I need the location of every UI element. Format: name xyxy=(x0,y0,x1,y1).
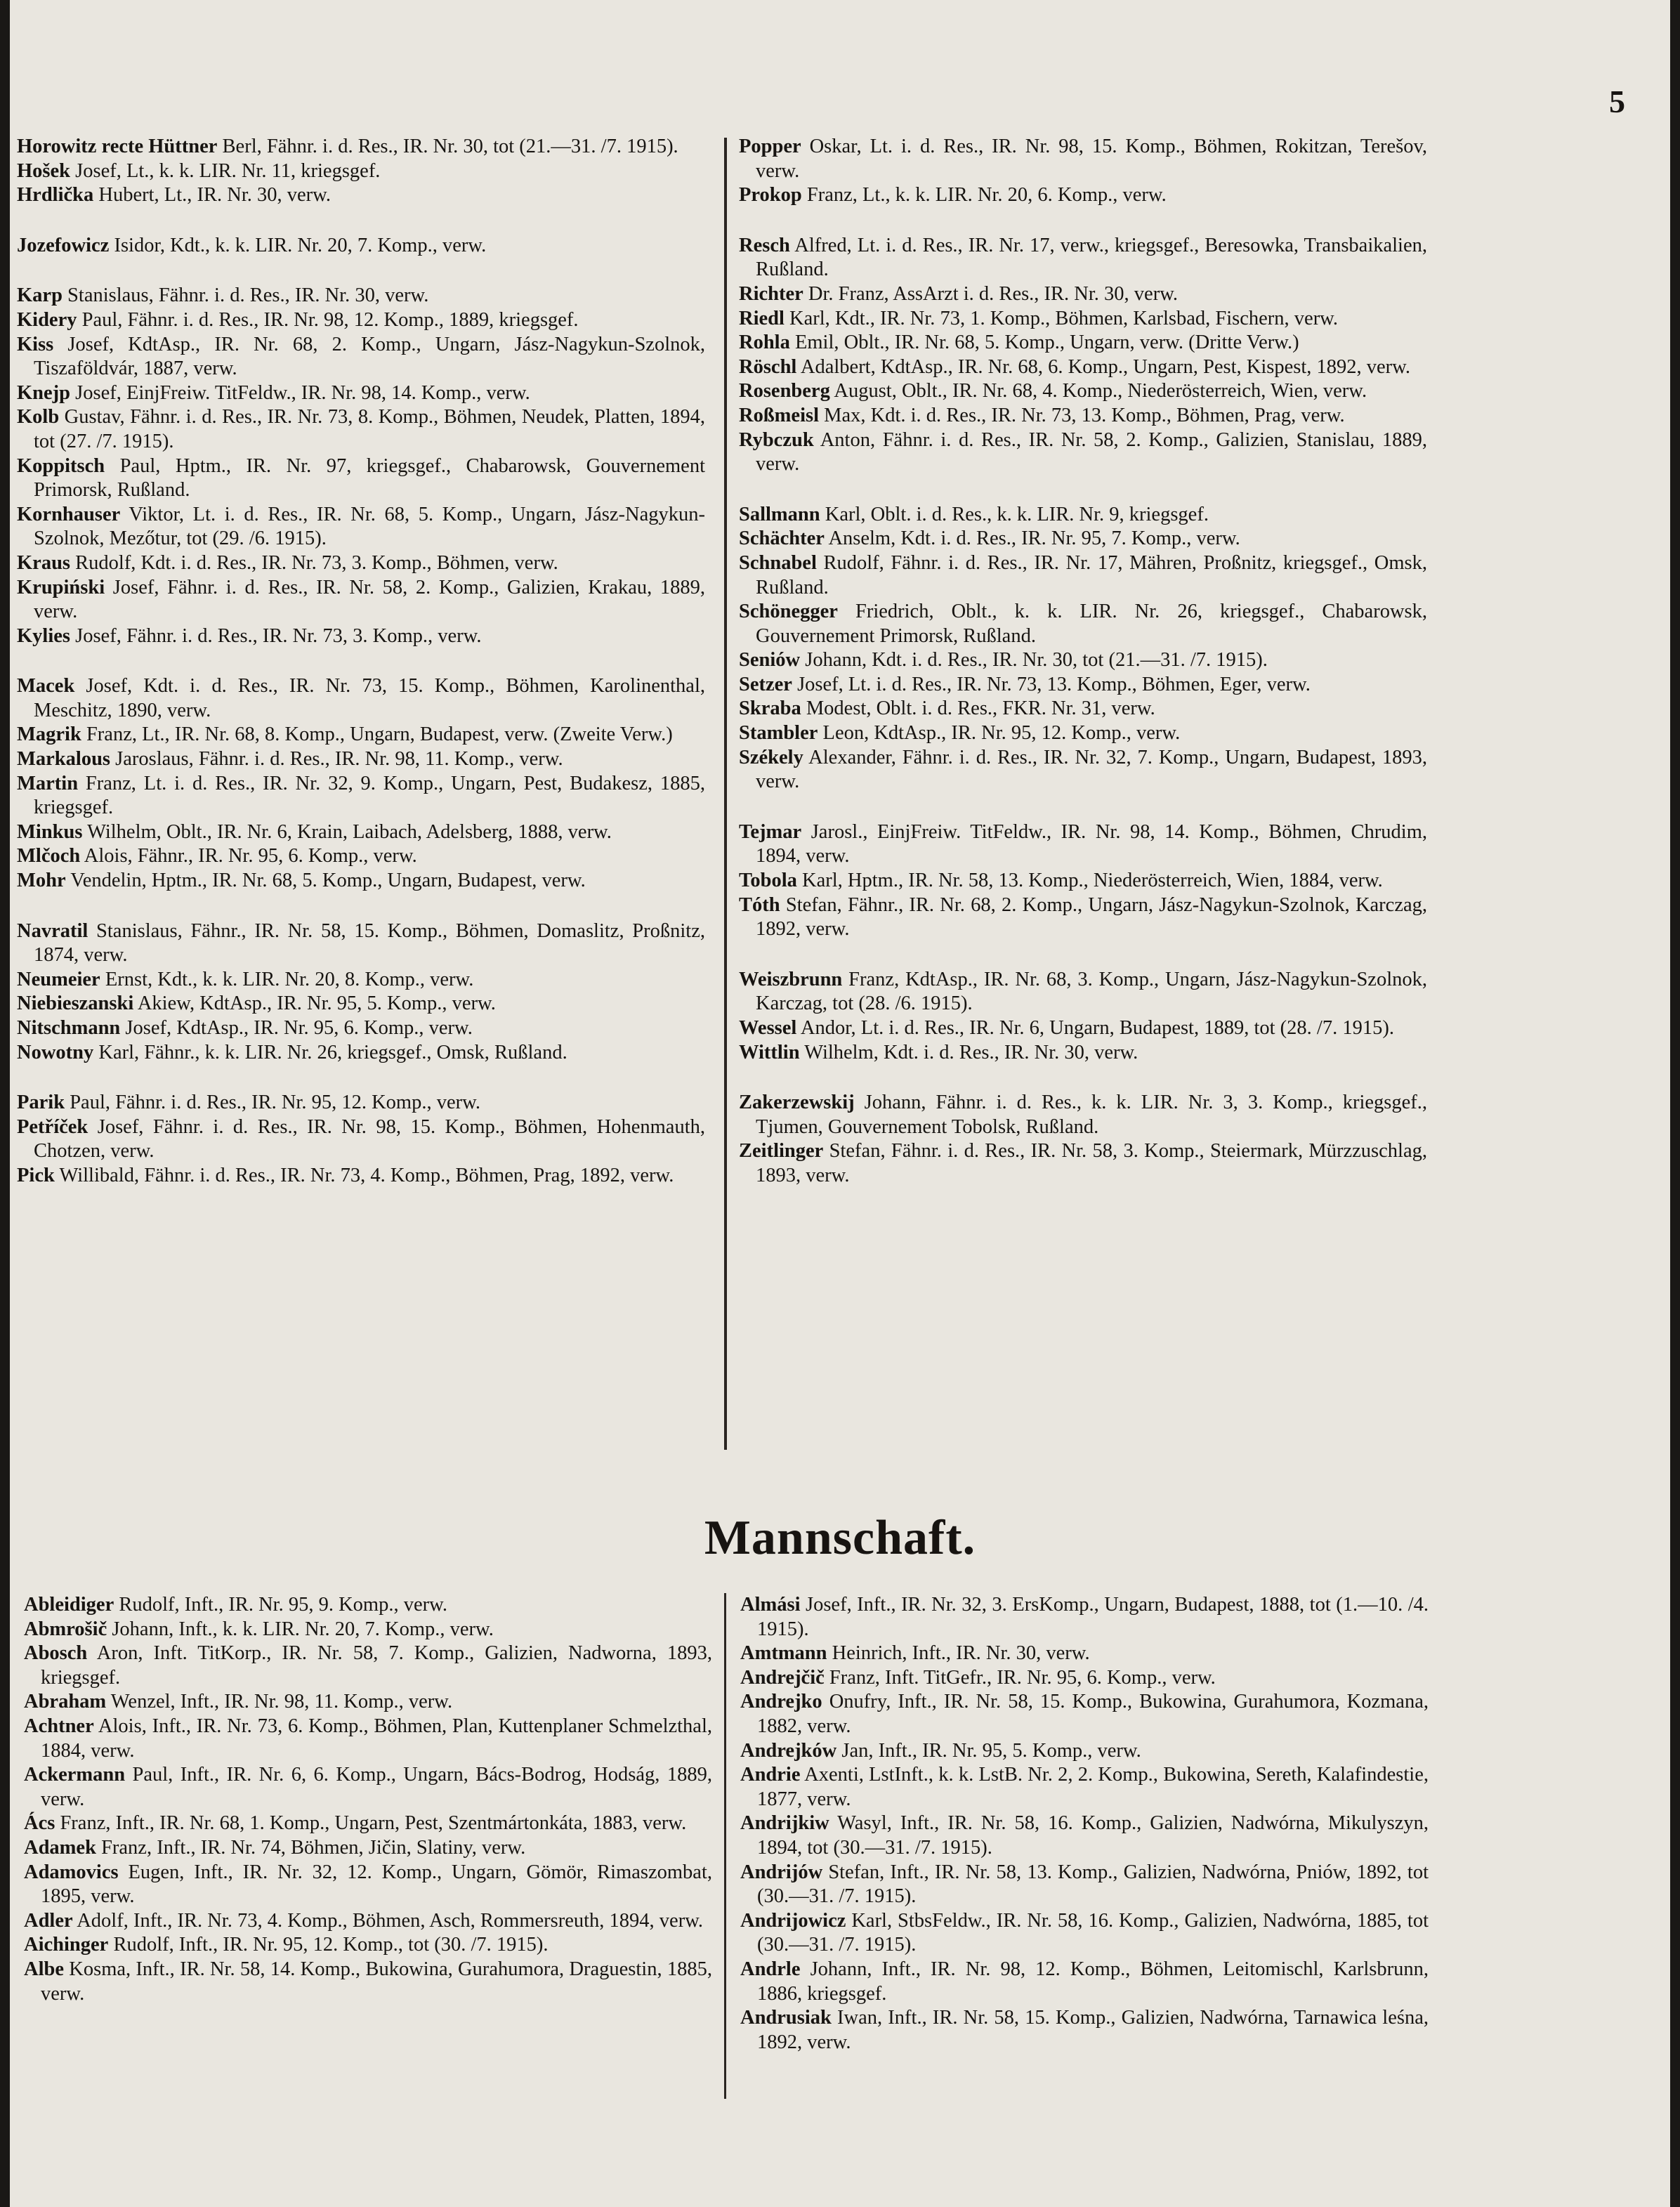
entry-details: Stefan, Inft., IR. Nr. 58, 13. Komp., Galizien, Nadwórna, Pniów, 1892, tot (30.—31. /7. 1915). xyxy=(757,1861,1429,1908)
list-entry xyxy=(739,746,1427,794)
list-entry xyxy=(740,1958,1429,2006)
entry-details: Josef, KdtAsp., IR. Nr. 95, 6. Komp., verw. xyxy=(120,1017,473,1039)
entry-details: Karl, Hptm., IR. Nr. 58, 13. Komp., Niederösterreich, Wien, 1884, verw. xyxy=(796,870,1383,892)
entry-surname: Roßmeisl xyxy=(739,404,819,426)
column-divider-top xyxy=(724,138,727,1450)
entry-details: Willibald, Fähnr. i. d. Res., IR. Nr. 73, 4. Komp., Böhmen, Prag, 1892, verw. xyxy=(54,1164,674,1186)
list-entry xyxy=(24,1690,712,1715)
entry-surname: Almási xyxy=(740,1594,801,1616)
list-entry xyxy=(739,183,1427,208)
list-entry xyxy=(24,1715,712,1763)
entry-details: Alexander, Fähnr. i. d. Res., IR. Nr. 32, 7. Komp., Ungarn, Budapest, 1893, verw. xyxy=(756,746,1427,793)
list-entry xyxy=(17,968,705,993)
entry-details: Oskar, Lt. i. d. Res., IR. Nr. 98, 15. Komp., Böhmen, Rokitzan, Terešov, verw. xyxy=(756,136,1427,182)
entry-surname: Andrejków xyxy=(740,1739,837,1762)
entry-details: Wilhelm, Kdt. i. d. Res., IR. Nr. 30, verw. xyxy=(799,1041,1138,1063)
entry-surname: Andrejčič xyxy=(740,1666,825,1689)
entry-details: Franz, Inft. TitGefr., IR. Nr. 95, 6. Komp., verw. xyxy=(824,1666,1216,1689)
entry-details: August, Oblt., IR. Nr. 68, 4. Komp., Niederösterreich, Wien, verw. xyxy=(829,380,1367,402)
entry-surname: Andrijkiw xyxy=(740,1812,829,1835)
entry-details: Dr. Franz, AssArzt i. d. Res., IR. Nr. 30, verw. xyxy=(803,282,1179,305)
list-entry xyxy=(17,772,705,820)
list-entry xyxy=(17,551,705,576)
entry-details: Anton, Fähnr. i. d. Res., IR. Nr. 58, 2. Komp., Galizien, Stanislau, 1889, verw. xyxy=(756,428,1427,476)
entry-details: Karl, Fähnr., k. k. LIR. Nr. 26, kriegsgef., Omsk, Rußland. xyxy=(93,1041,567,1063)
list-entry xyxy=(17,308,705,333)
list-entry xyxy=(739,820,1427,869)
entry-details: Aron, Inft. TitKorp., IR. Nr. 58, 7. Komp., Galizien, Nadworna, 1893, kriegsgef. xyxy=(41,1642,712,1689)
entry-surname: Neumeier xyxy=(17,968,100,990)
list-entry xyxy=(740,1861,1429,1909)
entry-surname: Petříček xyxy=(17,1115,88,1138)
list-entry xyxy=(17,284,705,308)
list-entry xyxy=(17,869,705,893)
entry-surname: Niebieszanski xyxy=(17,993,134,1015)
list-entry xyxy=(17,1041,705,1066)
entry-surname: Markalous xyxy=(17,748,111,771)
entry-details: Modest, Oblt. i. d. Res., FKR. Nr. 31, verw. xyxy=(801,698,1155,720)
entry-surname: Mohr xyxy=(17,870,66,892)
entry-surname: Abosch xyxy=(24,1642,88,1665)
entry-surname: Koppitsch xyxy=(17,454,105,477)
entry-details: Leon, KdtAsp., IR. Nr. 95, 12. Komp., verw. xyxy=(818,722,1181,745)
list-entry xyxy=(739,404,1427,428)
entry-details: Ernst, Kdt., k. k. LIR. Nr. 20, 8. Komp., verw. xyxy=(100,968,474,990)
list-entry xyxy=(739,869,1427,893)
list-entry xyxy=(739,1041,1427,1066)
list-entry xyxy=(17,576,705,624)
entry-details: Axenti, LstInft., k. k. LstB. Nr. 2, 2. Komp., Bukowina, Sereth, Kalafindestie, 1877, verw. xyxy=(757,1764,1429,1810)
entry-surname: Krupiński xyxy=(17,576,105,598)
entry-details: Paul, Inft., IR. Nr. 6, 6. Komp., Ungarn, Bács-Bodrog, Hodság, 1889, verw. xyxy=(41,1764,712,1810)
page-number: 5 xyxy=(1609,84,1625,119)
entry-surname: Kidery xyxy=(17,308,77,331)
list-entry xyxy=(740,1909,1429,1958)
list-entry xyxy=(17,1115,705,1164)
list-entry xyxy=(739,697,1427,721)
entry-details: Andor, Lt. i. d. Res., IR. Nr. 6, Ungarn, Budapest, 1889, tot (28. /7. 1915). xyxy=(796,1017,1394,1039)
list-entry xyxy=(17,135,705,159)
entry-surname: Röschl xyxy=(739,355,797,378)
list-entry xyxy=(739,379,1427,404)
list-entry xyxy=(17,234,705,258)
entry-surname: Székely xyxy=(739,746,803,768)
entry-gap xyxy=(17,208,705,234)
list-entry xyxy=(17,159,705,184)
entry-details: Josef, Kdt. i. d. Res., IR. Nr. 73, 15. Komp., Böhmen, Karolinenthal, Meschitz, 1890, verw. xyxy=(34,675,705,721)
entry-details: Josef, Lt., k. k. LIR. Nr. 11, kriegsgef. xyxy=(70,159,381,182)
entry-details: Josef, EinjFreiw. TitFeldw., IR. Nr. 98, 14. Komp., verw. xyxy=(70,381,530,404)
list-entry xyxy=(17,747,705,772)
entry-details: Karl, StbsFeldw., IR. Nr. 58, 16. Komp., Galizien, Nadwórna, 1885, tot (30.—31. /7. 1915). xyxy=(757,1909,1429,1956)
entry-details: Karl, Oblt. i. d. Res., k. k. LIR. Nr. 9, kriegsgef. xyxy=(820,503,1209,525)
entry-surname: Wittlin xyxy=(739,1041,800,1063)
entry-details: Karl, Kdt., IR. Nr. 73, 1. Komp., Böhmen, Karlsbad, Fischern, verw. xyxy=(784,307,1339,329)
entry-gap xyxy=(739,942,1427,968)
list-entry xyxy=(739,1139,1427,1188)
entry-details: Iwan, Inft., IR. Nr. 58, 15. Komp., Galizien, Nadwórna, Tarnawica leśna, 1892, verw. xyxy=(757,2007,1429,2053)
entry-surname: Achtner xyxy=(24,1715,94,1737)
list-entry xyxy=(740,1812,1429,1860)
list-entry xyxy=(739,600,1427,648)
entry-surname: Seniów xyxy=(739,649,801,672)
entry-surname: Schächter xyxy=(739,528,825,550)
entry-details: Wilhelm, Oblt., IR. Nr. 6, Krain, Laibach, Adelsberg, 1888, verw. xyxy=(82,820,612,843)
entry-surname: Mlčoch xyxy=(17,845,81,867)
entry-surname: Kornhauser xyxy=(17,503,121,525)
list-entry xyxy=(739,234,1427,282)
entry-details: Josef, KdtAsp., IR. Nr. 68, 2. Komp., Ungarn, Jász-Nagykun-Szolnok, Tiszaföldvár, 1887, verw. xyxy=(34,333,705,380)
list-entry xyxy=(739,1016,1427,1041)
entry-details: Alfred, Lt. i. d. Res., IR. Nr. 17, verw., kriegsgef., Beresowka, Transbaikalien, Rußland. xyxy=(756,234,1427,281)
list-entry xyxy=(17,1016,705,1041)
list-entry xyxy=(24,1958,712,2006)
entry-details: Stanislaus, Fähnr., IR. Nr. 58, 15. Komp., Böhmen, Domaslitz, Proßnitz, 1874, verw. xyxy=(34,919,705,967)
list-entry xyxy=(17,820,705,845)
list-entry xyxy=(17,992,705,1016)
entry-surname: Schönegger xyxy=(739,601,838,623)
list-entry xyxy=(739,673,1427,698)
list-entry xyxy=(17,1091,705,1115)
list-entry xyxy=(740,1739,1429,1764)
entry-surname: Riedl xyxy=(739,307,785,329)
entry-details: Franz, Lt., IR. Nr. 68, 8. Komp., Ungarn, Budapest, verw. (Zweite Verw.) xyxy=(81,723,673,746)
entry-surname: Andrie xyxy=(740,1764,801,1786)
list-entry xyxy=(24,1763,712,1812)
entry-surname: Rybczuk xyxy=(739,428,814,451)
list-entry xyxy=(17,183,705,208)
entry-surname: Kylies xyxy=(17,624,70,647)
entry-details: Rudolf, Inft., IR. Nr. 95, 9. Komp., verw. xyxy=(114,1594,447,1616)
entry-details: Franz, KdtAsp., IR. Nr. 68, 3. Komp., Ungarn, Jász-Nagykun-Szolnok, Karczag, tot (28. /6. 1915). xyxy=(756,968,1427,1015)
list-entry xyxy=(24,1593,712,1618)
column-mannschaft-left xyxy=(24,1593,712,2006)
list-entry xyxy=(739,307,1427,332)
entry-details: Rudolf, Inft., IR. Nr. 95, 12. Komp., tot (30. /7. 1915). xyxy=(108,1934,549,1956)
entry-details: Gustav, Fähnr. i. d. Res., IR. Nr. 73, 8. Komp., Böhmen, Neudek, Platten, 1894, tot (27. /7. 1915). xyxy=(34,406,705,452)
entry-surname: Abraham xyxy=(24,1691,107,1713)
entry-surname: Tóth xyxy=(739,893,780,916)
entry-details: Paul, Fähnr. i. d. Res., IR. Nr. 98, 12. Komp., 1889, kriegsgef. xyxy=(77,308,579,331)
list-entry xyxy=(739,355,1427,380)
entry-details: Stefan, Fähnr., IR. Nr. 68, 2. Komp., Ungarn, Jász-Nagykun-Szolnok, Karczag, 1892, verw. xyxy=(756,893,1427,941)
list-entry xyxy=(24,1642,712,1690)
entry-surname: Andrusiak xyxy=(740,2007,832,2029)
entry-surname: Ackermann xyxy=(24,1764,126,1786)
entry-details: Max, Kdt. i. d. Res., IR. Nr. 73, 13. Komp., Böhmen, Prag, verw. xyxy=(819,404,1345,426)
entry-details: Franz, Lt. i. d. Res., IR. Nr. 32, 9. Komp., Ungarn, Pest, Budakesz, 1885, kriegsgef. xyxy=(34,772,705,819)
list-entry xyxy=(740,1690,1429,1738)
entry-details: Franz, Inft., IR. Nr. 68, 1. Komp., Ungarn, Pest, Szentmártonkáta, 1883, verw. xyxy=(55,1812,687,1835)
entry-details: Paul, Hptm., IR. Nr. 97, kriegsgef., Chabarowsk, Gouvernement Primorsk, Rußland. xyxy=(34,454,705,502)
entry-details: Jan, Inft., IR. Nr. 95, 5. Komp., verw. xyxy=(836,1739,1141,1762)
entry-surname: Weiszbrunn xyxy=(739,968,843,990)
list-entry xyxy=(24,1933,712,1958)
column-divider-bottom xyxy=(724,1593,726,2099)
entry-details: Eugen, Inft., IR. Nr. 32, 12. Komp., Ungarn, Gömör, Rimaszombat, 1895, verw. xyxy=(41,1861,712,1908)
list-entry xyxy=(24,1861,712,1909)
entry-surname: Schnabel xyxy=(739,551,817,574)
list-entry xyxy=(24,1836,712,1861)
column-officers-left xyxy=(17,135,705,1188)
entry-details: Alois, Fähnr., IR. Nr. 95, 6. Komp., verw. xyxy=(80,845,417,867)
list-entry xyxy=(739,551,1427,600)
list-entry xyxy=(17,674,705,723)
list-entry xyxy=(739,428,1427,477)
entry-details: Hubert, Lt., IR. Nr. 30, verw. xyxy=(93,184,331,207)
column-officers-right xyxy=(739,135,1427,1188)
entry-surname: Hrdlička xyxy=(17,184,94,207)
entry-surname: Adler xyxy=(24,1909,73,1932)
entry-surname: Zeitlinger xyxy=(739,1140,824,1163)
entry-details: Jarosl., EinjFreiw. TitFeldw., IR. Nr. 98, 14. Komp., Böhmen, Chrudim, 1894, verw. xyxy=(756,820,1427,867)
entry-surname: Setzer xyxy=(739,673,792,695)
entry-surname: Tejmar xyxy=(739,820,802,843)
entry-surname: Kolb xyxy=(17,406,60,428)
entry-surname: Martin xyxy=(17,772,79,794)
entry-surname: Magrik xyxy=(17,723,81,746)
entry-surname: Adamek xyxy=(24,1836,96,1859)
list-entry xyxy=(740,2006,1429,2055)
entry-details: Franz, Lt., k. k. LIR. Nr. 20, 6. Komp., verw. xyxy=(801,184,1167,207)
list-entry xyxy=(740,1642,1429,1666)
list-entry xyxy=(17,333,705,381)
entry-details: Akiew, KdtAsp., IR. Nr. 95, 5. Komp., verw. xyxy=(133,993,496,1015)
entry-surname: Albe xyxy=(24,1958,64,1980)
list-entry xyxy=(739,648,1427,673)
entry-gap xyxy=(739,477,1427,503)
list-entry xyxy=(24,1618,712,1642)
entry-details: Stanislaus, Fähnr. i. d. Res., IR. Nr. 30, verw. xyxy=(62,284,429,307)
document-page xyxy=(10,0,1670,2207)
entry-surname: Abmrošič xyxy=(24,1618,107,1640)
list-entry xyxy=(739,968,1427,1016)
entry-surname: Nowotny xyxy=(17,1041,94,1063)
entry-details: Josef, Fähnr. i. d. Res., IR. Nr. 98, 15. Komp., Böhmen, Hohenmauth, Chotzen, verw. xyxy=(34,1115,705,1163)
entry-details: Friedrich, Oblt., k. k. LIR. Nr. 26, kriegsgef., Chabarowsk, Gouvernement Primorsk, Rußland. xyxy=(756,601,1427,647)
entry-surname: Zakerzewskij xyxy=(739,1092,855,1114)
entry-surname: Macek xyxy=(17,675,75,698)
entry-details: Onufry, Inft., IR. Nr. 58, 15. Komp., Bukowina, Gurahumora, Kozmana, 1882, verw. xyxy=(757,1691,1429,1737)
entry-details: Jaroslaus, Fähnr. i. d. Res., IR. Nr. 98, 11. Komp., verw. xyxy=(110,748,563,771)
entry-surname: Andrijów xyxy=(740,1861,823,1883)
list-entry xyxy=(17,844,705,869)
list-entry xyxy=(739,503,1427,528)
entry-details: Rudolf, Kdt. i. d. Res., IR. Nr. 73, 3. Komp., Böhmen, verw. xyxy=(70,551,558,574)
entry-surname: Rohla xyxy=(739,332,790,354)
list-entry xyxy=(24,1812,712,1836)
entry-details: Franz, Inft., IR. Nr. 74, Böhmen, Jičin, Slatiny, verw. xyxy=(96,1836,526,1859)
entry-gap xyxy=(17,1065,705,1091)
list-entry xyxy=(740,1666,1429,1691)
list-entry xyxy=(740,1593,1429,1642)
entry-surname: Popper xyxy=(739,136,801,157)
entry-details: Anselm, Kdt. i. d. Res., IR. Nr. 95, 7. Komp., verw. xyxy=(824,528,1240,550)
entry-details: Isidor, Kdt., k. k. LIR. Nr. 20, 7. Komp., verw. xyxy=(109,234,487,256)
entry-gap xyxy=(17,893,705,919)
entry-details: Johann, Kdt. i. d. Res., IR. Nr. 30, tot (21.—31. /7. 1915). xyxy=(800,649,1268,672)
list-entry xyxy=(17,405,705,454)
entry-gap xyxy=(17,258,705,284)
entry-surname: Karp xyxy=(17,284,63,307)
entry-details: Adolf, Inft., IR. Nr. 73, 4. Komp., Böhmen, Asch, Rommersreuth, 1894, verw. xyxy=(72,1909,704,1932)
section-heading-mannschaft: Mannschaft. xyxy=(704,1511,976,1565)
entry-details: Rudolf, Fähnr. i. d. Res., IR. Nr. 17, Mähren, Proßnitz, kriegsgef., Omsk, Rußland. xyxy=(756,551,1427,598)
entry-surname: Andrejko xyxy=(740,1691,822,1713)
entry-surname: Nitschmann xyxy=(17,1017,121,1039)
entry-surname: Wessel xyxy=(739,1017,797,1039)
list-entry xyxy=(17,919,705,968)
entry-details: Johann, Inft., k. k. LIR. Nr. 20, 7. Komp., verw. xyxy=(107,1618,494,1640)
list-entry xyxy=(739,135,1427,183)
entry-surname: Kraus xyxy=(17,551,71,574)
entry-details: Alois, Inft., IR. Nr. 73, 6. Komp., Böhmen, Plan, Kuttenplaner Schmelzthal, 1884, verw. xyxy=(41,1715,712,1762)
entry-surname: Tobola xyxy=(739,870,797,892)
entry-surname: Minkus xyxy=(17,820,83,843)
entry-surname: Amtmann xyxy=(740,1642,827,1665)
entry-surname: Skraba xyxy=(739,698,801,720)
list-entry xyxy=(17,503,705,551)
entry-surname: Adamovics xyxy=(24,1861,119,1883)
entry-details: Stefan, Fähnr. i. d. Res., IR. Nr. 58, 3. Komp., Steiermark, Mürzzuschlag, 1893, verw. xyxy=(756,1140,1427,1186)
entry-details: Adalbert, KdtAsp., IR. Nr. 68, 6. Komp., Ungarn, Pest, Kispest, 1892, verw. xyxy=(796,355,1411,378)
entry-details: Berl, Fähnr. i. d. Res., IR. Nr. 30, tot (21.—31. /7. 1915). xyxy=(217,136,678,157)
list-entry xyxy=(17,454,705,503)
entry-details: Josef, Fähnr. i. d. Res., IR. Nr. 73, 3. Komp., verw. xyxy=(70,624,482,647)
list-entry xyxy=(17,1164,705,1188)
entry-surname: Navratil xyxy=(17,919,88,942)
entry-details: Johann, Fähnr. i. d. Res., k. k. LIR. Nr. 3, 3. Komp., kriegsgef., Tjumen, Gouvernement Tobolsk, Rußland. xyxy=(756,1092,1427,1138)
entry-details: Paul, Fähnr. i. d. Res., IR. Nr. 95, 12. Komp., verw. xyxy=(65,1092,480,1114)
entry-surname: Horowitz recte Hüttner xyxy=(17,136,218,157)
entry-gap xyxy=(739,1065,1427,1091)
list-entry xyxy=(739,1091,1427,1139)
entry-surname: Hošek xyxy=(17,159,71,182)
list-entry xyxy=(24,1909,712,1934)
entry-details: Johann, Inft., IR. Nr. 98, 12. Komp., Böhmen, Leitomischl, Karlsbrunn, 1886, kriegsgef. xyxy=(757,1958,1429,2005)
entry-details: Josef, Fähnr. i. d. Res., IR. Nr. 58, 2. Komp., Galizien, Krakau, 1889, verw. xyxy=(34,576,705,623)
entry-surname: Ács xyxy=(24,1812,55,1835)
entry-details: Heinrich, Inft., IR. Nr. 30, verw. xyxy=(827,1642,1090,1665)
list-entry xyxy=(740,1763,1429,1812)
entry-gap xyxy=(17,648,705,674)
entry-surname: Knejp xyxy=(17,381,71,404)
list-entry xyxy=(739,527,1427,551)
column-mannschaft-right xyxy=(740,1593,1429,2055)
list-entry xyxy=(739,893,1427,942)
entry-details: Wasyl, Inft., IR. Nr. 58, 16. Komp., Galizien, Nadwórna, Mikulyszyn, 1894, tot (30.—31. /7. 1915). xyxy=(757,1812,1429,1859)
entry-surname: Pick xyxy=(17,1164,55,1186)
entry-surname: Richter xyxy=(739,282,803,305)
entry-surname: Andrle xyxy=(740,1958,801,1980)
entry-surname: Ableidiger xyxy=(24,1594,114,1616)
entry-details: Josef, Lt. i. d. Res., IR. Nr. 73, 13. Komp., Böhmen, Eger, verw. xyxy=(792,673,1311,695)
entry-details: Wenzel, Inft., IR. Nr. 98, 11. Komp., verw. xyxy=(106,1691,453,1713)
list-entry xyxy=(739,331,1427,355)
list-entry xyxy=(17,624,705,649)
entry-details: Vendelin, Hptm., IR. Nr. 68, 5. Komp., Ungarn, Budapest, verw. xyxy=(65,870,586,892)
entry-surname: Kiss xyxy=(17,333,54,355)
entry-surname: Resch xyxy=(739,234,790,256)
entry-surname: Stambler xyxy=(739,722,818,745)
entry-surname: Jozefowicz xyxy=(17,234,110,256)
list-entry xyxy=(17,723,705,747)
entry-surname: Sallmann xyxy=(739,503,820,525)
entry-details: Emil, Oblt., IR. Nr. 68, 5. Komp., Ungarn, verw. (Dritte Verw.) xyxy=(789,332,1299,354)
list-entry xyxy=(739,282,1427,307)
entry-surname: Parik xyxy=(17,1092,65,1114)
list-entry xyxy=(17,381,705,406)
entry-surname: Prokop xyxy=(739,184,802,207)
entry-details: Kosma, Inft., IR. Nr. 58, 14. Komp., Bukowina, Gurahumora, Draguestin, 1885, verw. xyxy=(41,1958,712,2005)
entry-surname: Andrijowicz xyxy=(740,1909,846,1932)
entry-gap xyxy=(739,794,1427,820)
entry-surname: Aichinger xyxy=(24,1934,109,1956)
entry-surname: Rosenberg xyxy=(739,380,830,402)
entry-details: Viktor, Lt. i. d. Res., IR. Nr. 68, 5. Komp., Ungarn, Jász-Nagykun-Szolnok, Mezőtur, tot (29. /6. 1915). xyxy=(34,503,705,550)
entry-details: Josef, Inft., IR. Nr. 32, 3. ErsKomp., Ungarn, Budapest, 1888, tot (1.—10. /4. 1915). xyxy=(757,1594,1429,1640)
list-entry xyxy=(739,721,1427,746)
entry-gap xyxy=(739,208,1427,234)
